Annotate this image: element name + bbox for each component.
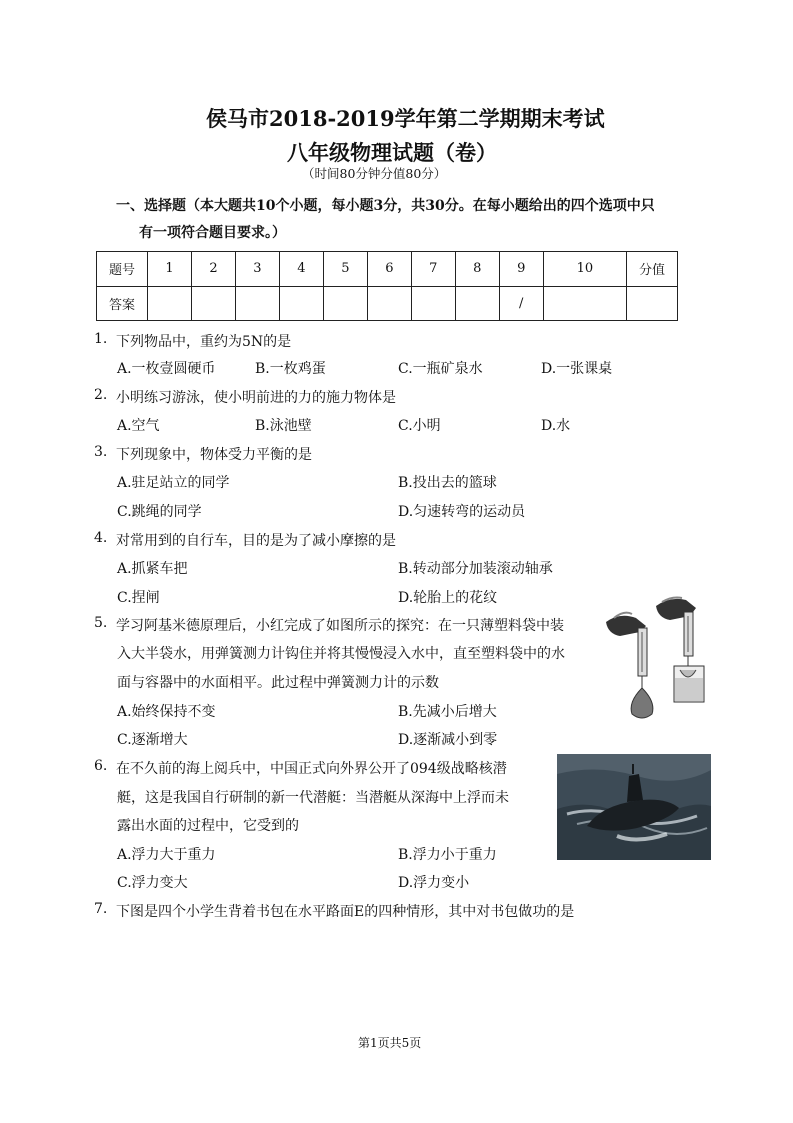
option-a: A.空气: [117, 418, 160, 434]
option-d: D.一张课桌: [541, 361, 613, 377]
option-b: B.先减小后增大: [398, 704, 497, 720]
option-d: D.逐渐减小到零: [398, 732, 498, 748]
option-d: D.浮力变小: [398, 875, 470, 891]
option-a: A.浮力大于重力: [117, 847, 216, 863]
question-number: 2.: [94, 387, 108, 403]
question-number: 1.: [94, 331, 108, 347]
option-c: C.小明: [398, 418, 441, 434]
answer-cell[interactable]: [367, 286, 411, 321]
question-text: 学习阿基米德原理后，小红完成了如图所示的探究：在一只薄塑料袋中装: [116, 618, 564, 634]
question-text: 露出水面的过程中，它受到的: [117, 818, 299, 834]
answer-cell[interactable]: [455, 286, 499, 321]
answer-cell[interactable]: [323, 286, 367, 321]
page-footer: 第1页共5页: [358, 1036, 422, 1050]
answer-cell[interactable]: /: [499, 286, 543, 321]
answer-table-answer-row: [97, 286, 678, 321]
answer-cell[interactable]: [235, 286, 279, 321]
section-instructions-line1: 一、选择题（本大题共10个小题，每小题3分，共30分。在每小题给出的四个选项中只: [116, 198, 655, 214]
question-text: 对常用到的自行车，目的是为了减小摩擦的是: [116, 533, 396, 549]
section-instructions-line2: 有一项符合题目要求。）: [139, 225, 286, 241]
exam-subtitle: 八年级物理试题（卷）: [287, 140, 497, 165]
submarine-photo: [557, 754, 711, 860]
option-b: B.一枚鸡蛋: [255, 361, 326, 377]
time-note: （时间80分钟分值80分）: [302, 166, 447, 181]
option-c: C.跳绳的同学: [117, 504, 202, 520]
number-cell: 1: [148, 252, 192, 287]
number-cell: 9: [499, 252, 543, 287]
question-text: 在不久前的海上阅兵中，中国正式向外界公开了094级战略核潜: [116, 761, 507, 777]
question-number: 7.: [94, 901, 108, 917]
question-text: 入大半袋水，用弹簧测力计钩住并将其慢慢浸入水中，直至塑料袋中的水: [117, 646, 565, 662]
question-text: 下列物品中，重约为5N的是: [116, 334, 292, 350]
number-cell: 8: [455, 252, 499, 287]
option-b: B.泳池壁: [255, 418, 312, 434]
question-text: 下列现象中，物体受力平衡的是: [116, 447, 312, 463]
option-b: B.转动部分加装滚动轴承: [398, 561, 553, 577]
spring-scale-figure: [600, 592, 710, 727]
question-text: 面与容器中的水面相平。此过程中弹簧测力计的示数: [117, 675, 439, 691]
number-cell: 3: [235, 252, 279, 287]
question-text: 小明练习游泳，使小明前进的力的施力物体是: [116, 390, 396, 406]
question-number: 4.: [94, 530, 108, 546]
header-label-cell: 题号: [97, 252, 148, 287]
option-d: D.匀速转弯的运动员: [398, 504, 526, 520]
answer-table-header-row: [97, 252, 678, 287]
exam-title: 侯马市2018-2019学年第二学期期末考试: [206, 106, 605, 131]
question-text: 艇，这是我国自行研制的新一代潜艇：当潜艇从深海中上浮而未: [117, 790, 509, 806]
number-cell: 6: [367, 252, 411, 287]
option-d: D.水: [541, 418, 571, 434]
option-c: C.浮力变大: [117, 875, 188, 891]
answer-cell[interactable]: [148, 286, 192, 321]
answer-cell[interactable]: [279, 286, 323, 321]
option-c: C.捏闸: [117, 590, 160, 606]
score-label-cell: 分值: [627, 252, 678, 287]
option-a: A.始终保持不变: [117, 704, 216, 720]
question-text: 下图是四个小学生背着书包在水平路面E的四种情形，其中对书包做功的是: [116, 904, 575, 920]
option-c: C.一瓶矿泉水: [398, 361, 483, 377]
question-number: 3.: [94, 444, 108, 460]
score-cell[interactable]: [627, 286, 678, 321]
number-cell: 10: [543, 252, 626, 287]
answer-table: [96, 251, 678, 321]
answer-cell[interactable]: [543, 286, 626, 321]
option-b: B.投出去的篮球: [398, 475, 497, 491]
number-cell: 2: [191, 252, 235, 287]
option-a: A.一枚壹圆硬币: [117, 361, 216, 377]
option-a: A.驻足站立的同学: [117, 475, 230, 491]
option-b: B.浮力小于重力: [398, 847, 497, 863]
question-number: 5.: [94, 615, 108, 631]
number-cell: 7: [411, 252, 455, 287]
question-number: 6.: [94, 758, 108, 774]
option-d: D.轮胎上的花纹: [398, 590, 498, 606]
number-cell: 5: [323, 252, 367, 287]
answer-label-cell: 答案: [97, 286, 148, 321]
number-cell: 4: [279, 252, 323, 287]
answer-cell[interactable]: [411, 286, 455, 321]
answer-cell[interactable]: [191, 286, 235, 321]
option-c: C.逐渐增大: [117, 732, 188, 748]
option-a: A.抓紧车把: [117, 561, 188, 577]
